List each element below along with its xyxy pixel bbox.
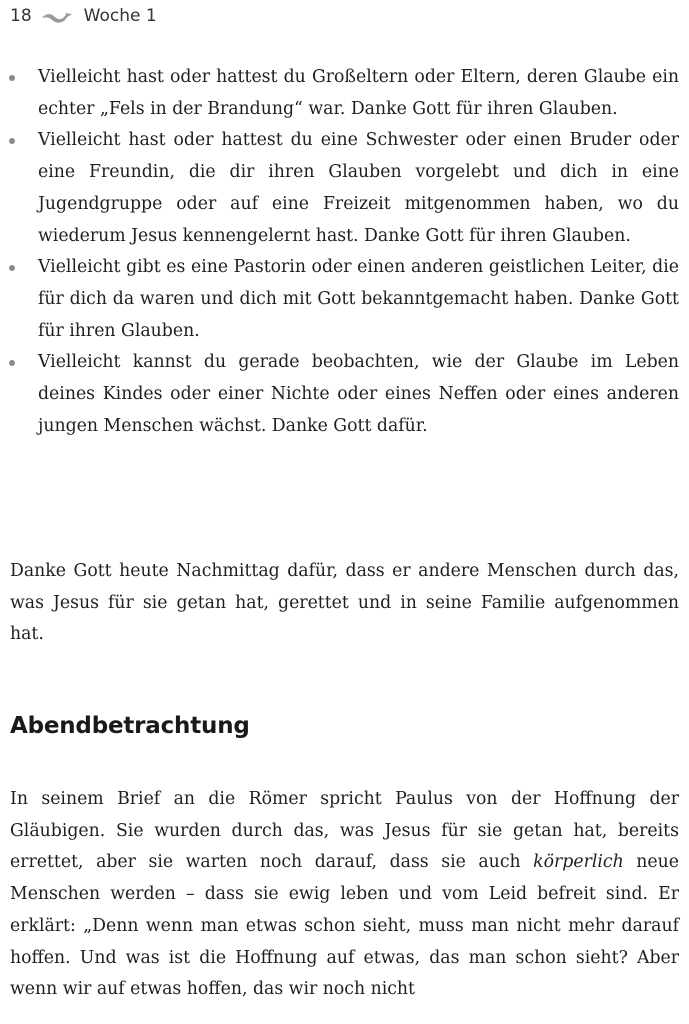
list-item-text: Vielleicht gibt es eine Pastorin oder einen anderen geistlichen Leiter, die für dich da waren und dich mit Gott bekanntgemacht haben. Danke Gott für ihren Glauben. [38, 257, 679, 341]
evening-text-start: In seinem Brief an die Römer spricht Paulus von der Hoffnung der Gläubigen. Sie wurden durch das, was Jesus für sie getan hat, bereits errettet, aber sie warten noch darauf, dass sie auch [10, 789, 679, 873]
evening-paragraph [10, 784, 679, 1006]
list-item [0, 62, 689, 125]
list-item [0, 252, 689, 347]
evening-text-end: neue Menschen werden – dass sie ewig leben und vom Leid befreit sind. Er erklärt: „Denn wenn man etwas schon sieht, muss man nicht mehr darauf hoffen. Und was ist die Hoffnung auf etwas, das man schon sieht? Aber wenn wir auf etwas hoffen, das wir noch nicht [10, 852, 679, 1000]
list-item [0, 125, 689, 252]
bullet-dot-icon [9, 138, 15, 144]
running-header [10, 6, 157, 26]
section-label: Woche 1 [83, 6, 157, 26]
section-heading: Abendbetrachtung [10, 713, 250, 739]
list-item [0, 347, 689, 442]
list-item-text: Vielleicht hast oder hattest du eine Schwester oder einen Bruder oder eine Freundin, die dir ihren Glauben vorgelebt und dich in eine Jugendgruppe oder auf eine Freizeit mitgenommen haben, wo du wiederum Jesus kennengelernt hast. Danke Gott für ihren Glauben. [38, 130, 679, 246]
list-item-text: Vielleicht kannst du gerade beobachten, wie der Glaube im Leben deines Kindes oder einer Nichte oder eines Neffen oder eines anderen jungen Menschen wächst. Danke Gott dafür. [38, 352, 679, 436]
emphasized-word: körperlich [533, 852, 624, 873]
bullet-dot-icon [9, 265, 15, 271]
page-number: 18 [10, 6, 32, 26]
bullet-dot-icon [9, 360, 15, 366]
thanks-paragraph: Danke Gott heute Nachmittag dafür, dass er andere Menschen durch das, was Jesus für sie getan hat, gerettet und in seine Familie aufgenommen hat. [10, 561, 679, 645]
bird-ornament-icon [40, 7, 74, 25]
list-item-text: Vielleicht hast oder hattest du Großeltern oder Eltern, deren Glaube ein echter „Fels in der Brandung“ war. Danke Gott für ihren Glauben. [38, 67, 679, 119]
bullet-dot-icon [9, 75, 15, 81]
bullet-list [0, 62, 689, 442]
